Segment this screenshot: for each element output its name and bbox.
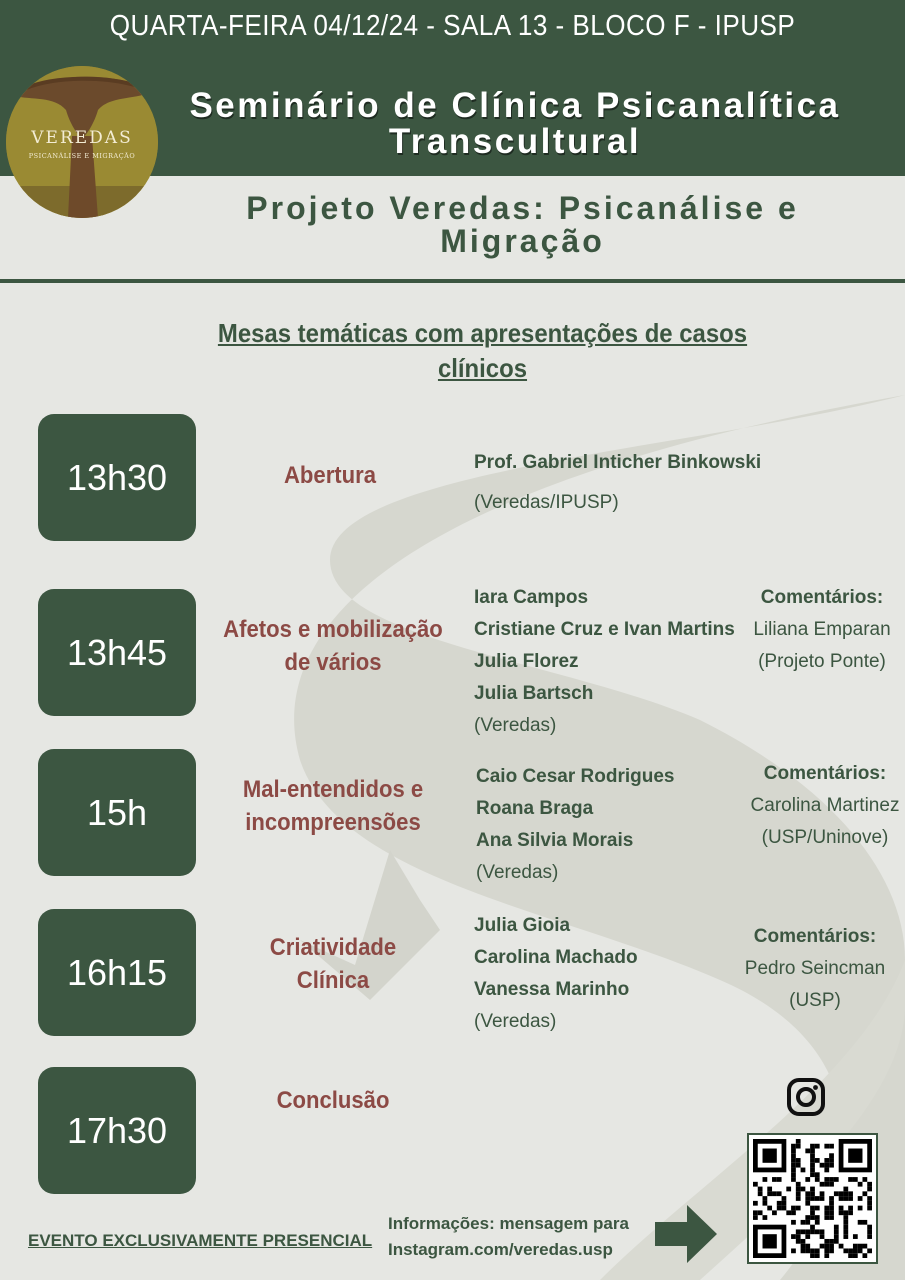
project-subtitle-line2: Migração — [440, 223, 605, 259]
speakers-1615 — [474, 910, 638, 1038]
topic-line: de vários — [284, 649, 382, 676]
time-box-15h: 15h — [38, 749, 196, 876]
speaker-affiliation: (Veredas) — [476, 862, 559, 883]
speakers-15h — [476, 761, 675, 889]
presencial-notice: EVENTO EXCLUSIVAMENTE PRESENCIAL — [28, 1231, 373, 1250]
speaker-name: Prof. Gabriel Inticher Binkowski — [474, 452, 762, 473]
seminar-title-line2: Transcultural — [388, 122, 642, 161]
speaker-affiliation: (Veredas) — [474, 715, 557, 736]
speaker-name: Carolina Machado — [474, 947, 638, 968]
header-divider — [0, 279, 905, 283]
logo-wordmark: VEREDAS — [31, 128, 133, 148]
section-heading-line2: clínicos — [437, 353, 528, 383]
comment-label: Comentários: — [763, 763, 887, 784]
contact-info — [388, 1211, 629, 1263]
veredas-logo — [6, 66, 158, 218]
contact-info-line1: Informações: mensagem para — [388, 1214, 629, 1233]
speaker-affiliation: (Veredas) — [474, 1011, 557, 1032]
commenter-affiliation: (USP) — [789, 990, 841, 1011]
qr-code[interactable] — [747, 1133, 878, 1264]
commenter-name: Carolina Martinez — [750, 795, 900, 816]
logo-tagline: PSICANÁLISE E MIGRAÇÃO — [28, 152, 136, 160]
speaker-affiliation: (Veredas/IPUSP) — [474, 492, 619, 513]
topic-mal-entendidos — [213, 773, 452, 839]
commenter-affiliation: (Projeto Ponte) — [758, 651, 886, 672]
topic-line: Clínica — [296, 967, 370, 994]
seminar-title — [165, 88, 865, 160]
speaker-name: Cristiane Cruz e Ivan Martins — [474, 619, 735, 640]
speakers-1330 — [474, 443, 761, 523]
comment-1345 — [742, 582, 902, 678]
time-box-1730: 17h30 — [38, 1067, 196, 1194]
topic-line: Criatividade — [269, 934, 397, 961]
topic-line: Abertura — [283, 462, 377, 489]
topic-afetos — [213, 613, 452, 679]
commenter-name: Pedro Seincman — [744, 958, 886, 979]
event-date-location: QUARTA-FEIRA 04/12/24 - SALA 13 - BLOCO F - IPUSP — [109, 10, 796, 42]
speaker-name: Roana Braga — [476, 798, 594, 819]
speaker-name: Julia Bartsch — [474, 683, 594, 704]
topic-abertura — [210, 459, 449, 492]
seminar-title-line1: Seminário de Clínica Psicanalítica — [189, 86, 841, 125]
speaker-name: Julia Florez — [474, 651, 579, 672]
comment-1615 — [735, 921, 895, 1017]
speaker-name: Iara Campos — [474, 587, 589, 608]
speaker-name: Vanessa Marinho — [474, 979, 630, 1000]
instagram-link[interactable]: Instagram.com/veredas.usp — [388, 1240, 613, 1259]
comment-label: Comentários: — [753, 926, 877, 947]
topic-criatividade — [213, 931, 452, 997]
topic-line: Mal-entendidos e — [242, 776, 424, 803]
speakers-1345 — [474, 582, 735, 742]
time-box-1615: 16h15 — [38, 909, 196, 1036]
commenter-affiliation: (USP/Uninove) — [761, 827, 889, 848]
topic-conclusao — [213, 1084, 452, 1117]
project-subtitle — [185, 192, 860, 258]
speaker-name: Caio Cesar Rodrigues — [476, 766, 675, 787]
comment-15h — [745, 758, 905, 854]
commenter-name: Liliana Emparan — [753, 619, 891, 640]
section-heading — [213, 316, 751, 386]
comment-label: Comentários: — [760, 587, 884, 608]
time-box-1330: 13h30 — [38, 414, 196, 541]
topic-line: incompreensões — [245, 809, 421, 836]
speaker-name: Ana Silvia Morais — [476, 830, 634, 851]
time-box-1345: 13h45 — [38, 589, 196, 716]
project-subtitle-line1: Projeto Veredas: Psicanálise e — [246, 190, 799, 226]
section-heading-line1: Mesas temáticas com apresentações de casos — [217, 318, 748, 348]
topic-line: Conclusão — [276, 1087, 390, 1114]
topic-line: Afetos e mobilização — [223, 616, 443, 643]
instagram-icon[interactable] — [786, 1077, 826, 1117]
arrow-right-icon — [655, 1205, 717, 1263]
speaker-name: Julia Gioia — [474, 915, 571, 936]
